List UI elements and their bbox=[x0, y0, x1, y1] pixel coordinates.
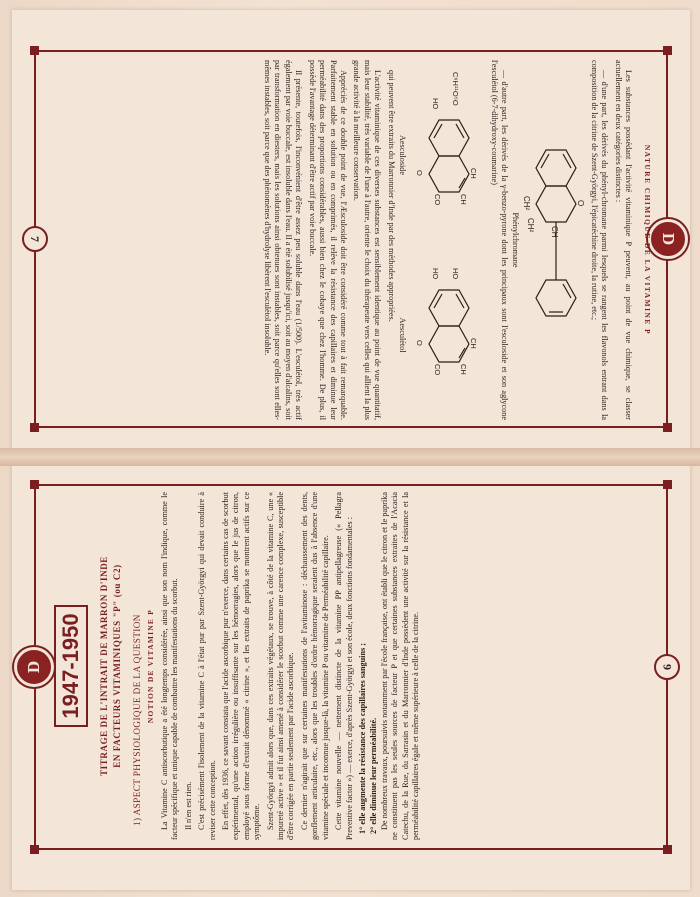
svg-text:O: O bbox=[414, 170, 424, 176]
document-title: TITRAGE DE L'INTRAIT DE MARRON D'INDE EN FACTEURS VITAMINIQUES "P" (ou C2) bbox=[99, 556, 122, 776]
body-paragraph-6: Ce dernier n'agirait que sur certaines manifestations de l'avitaminose : déchaussement des dents, gonflement articulaire, etc., alors que les troubles d'ordre hémorragique seraient dus à l'absence d'une vitamine spéciale et inconnue jusque-là, la vitamine P ou vitamine de Perméabilité capillaire. bbox=[299, 492, 330, 840]
phenylchromane-caption: Phénylchromane bbox=[511, 212, 521, 268]
body-paragraph-2: L'activité vitaminique de ces diverses substances est sensiblement identique au point de vue quantitatif, mais leur stabilité, très variable de l'une à l'autre, oriente le choix du thérapeute vers celles qui allient la plus grande activité à la meilleure conservation. bbox=[352, 60, 383, 420]
svg-text:CH²: CH² bbox=[526, 218, 536, 233]
body-paragraph-2: Il n'en est rien. bbox=[183, 781, 193, 830]
aesculoside-structure-icon bbox=[409, 70, 478, 240]
phenylchromane-structure-icon bbox=[522, 130, 584, 350]
svg-text:C⁶H¹¹O⁵O: C⁶H¹¹O⁵O bbox=[450, 72, 460, 106]
phenylchromane-formula bbox=[511, 60, 585, 420]
point-one: 1° elle augmente la résistance des capillaires sanguins ; bbox=[357, 643, 367, 834]
intro-paragraph: Les substances possédant l'activité vitaminique P peuvent, au point de vue chimique, se classer actuellement en deux catégories distinctes : bbox=[613, 60, 633, 420]
page-seven-text bbox=[42, 60, 654, 420]
svg-text:HO: HO bbox=[430, 268, 440, 280]
subsection-heading: NOTION DE VITAMINE P bbox=[146, 608, 155, 724]
point-two: 2° elle diminue leur perméabilité. bbox=[368, 717, 378, 834]
page-seven-content bbox=[12, 10, 690, 450]
svg-text:CH: CH bbox=[458, 364, 468, 375]
page-six-content bbox=[12, 462, 690, 890]
svg-text:CH: CH bbox=[468, 338, 478, 349]
svg-text:CH: CH bbox=[468, 168, 478, 179]
svg-text:CH: CH bbox=[458, 194, 468, 205]
body-paragraph-4: En effet, dès 1936, ce savant constata que l'acide ascorbique pur n'exerce, dans certains cas de scorbut expérimental, qu'une action irrégulière ou insuffisante sur les hémorragies, alors que le jus de citron, employé sous forme d'extrait dénommé « citrine », et les extraits de paprika se montrent actifs sur ce symptôme. bbox=[221, 492, 262, 840]
brand-logo: D bbox=[648, 219, 688, 259]
body-paragraph-5: Szent-Györgyi admit alors que, dans ces extraits végétaux, se trouve, à côté de la vitamine C, une « impureté active » et il fut ainsi amené à considérer le scorbut comme une carence complexe, susceptible d'être corrigée en partie seulement par l'acide ascorbique. bbox=[265, 492, 296, 840]
body-paragraph-1: qui peuvent être extraits du Marronnier d'Inde par des méthodes appropriées. bbox=[386, 70, 396, 322]
aesculoside-caption: Aesculoside bbox=[397, 134, 407, 176]
body-paragraph-4: Il présente, toutefois, l'inconvénient d'être assez peu soluble dans l'eau (1/500). L'esculétol, très actif également par voie buccale, est insoluble dans l'eau. Il a été solubilisé jusqu'ici, soit au moyen d'alcalins, soit par transformation en diesters, mais les solutions ainsi obtenues sont instables, soit parce qu'elles sont elles-mêmes instables, soit parce que des phénomènes d'hydrolyse libèrent l'esculétol insoluble. bbox=[263, 60, 304, 420]
svg-text:HO: HO bbox=[430, 98, 440, 110]
running-head: NATURE CHIMIQUE DE LA VITAMINE P bbox=[643, 144, 652, 336]
section-heading: 1) ASPECT PHYSIOLOGIQUE DE LA QUESTION bbox=[132, 614, 142, 826]
aesculoside-formulas bbox=[398, 60, 486, 420]
svg-text:CO: CO bbox=[432, 194, 442, 206]
svg-text:O: O bbox=[414, 340, 424, 346]
benzopyrone-paragraph: — d'autre part, les dérivés de la γ-benzo-pyrone dont les principaux sont l'esculoside et son aglycone l'esculétol (6-7-dihydroxy-coumarine) bbox=[489, 60, 510, 420]
page-number: 6 bbox=[654, 654, 680, 680]
svg-text:CH: CH bbox=[550, 226, 560, 238]
svg-text:HO: HO bbox=[450, 268, 460, 280]
svg-text:CO: CO bbox=[432, 364, 442, 376]
aesculetol-structure-icon bbox=[409, 260, 478, 410]
aesculetol-caption: Aesculétol bbox=[397, 317, 407, 353]
body-paragraph-1: La Vitamine C antiscorbutique a été longtemps considérée, ainsi que son nom l'indique, comme le facteur spécifique et unique capable de combattre les manifestations du scorbut. bbox=[160, 492, 180, 840]
body-paragraph-8: De nombreux travaux, poursuivis notamment par l'école française, ont établi que le citron et le paprika ne constituent pas les seules sources de facteur P et que certaines substances extraites de l'Acacia Catechu, de la Rue, du Sarrasin et du Marronnier d'Inde possèdent une activité sur la résistance et la perméabilité capillaires égale et même supérieure à celle de la citrine. bbox=[379, 492, 421, 840]
body-paragraph-7: Cette vitamine nouvelle — nettement distincte de la vitamine PP antipellagreuse (« Pellagra Preventive factor ») — exerce, d'après Szent-Györgyi et son école, deux fonctions fondamentales : bbox=[334, 492, 354, 840]
page-six-text bbox=[48, 492, 660, 840]
year-box: 1947-1950 bbox=[54, 605, 88, 727]
brand-logo: D bbox=[14, 647, 54, 687]
phenylchromane-paragraph: — d'une part, les dérivés du phényl-chromane parmi lesquels se rangent les flavonols entrant dans la composition de la citrine de Szent-Györgyi, l'épicatéchine droite, la rutine, etc.; bbox=[589, 60, 610, 420]
page-number: 7 bbox=[22, 226, 48, 252]
svg-text:CH²: CH² bbox=[522, 196, 532, 211]
svg-text:O: O bbox=[576, 200, 586, 207]
body-paragraph-3: C'est précisément l'isolement de la vitamine C à l'état pur par Szent-Györgyi qui devait conduire à reviser cette conception. bbox=[197, 492, 217, 840]
body-paragraph-3: Appréciés de ce double point de vue, l'Æsculoside doit être considéré comme tout à fait remarquable. Parfaitement stable en solution ou en comprimés, il relève la résistance des capillaires et diminue leur perméabilité dans des proportions considérables, aussi bien chez le cobaye que chez l'homme. De plus, il possède l'avantage déterminant d'être actif par voie buccale. bbox=[307, 60, 348, 420]
